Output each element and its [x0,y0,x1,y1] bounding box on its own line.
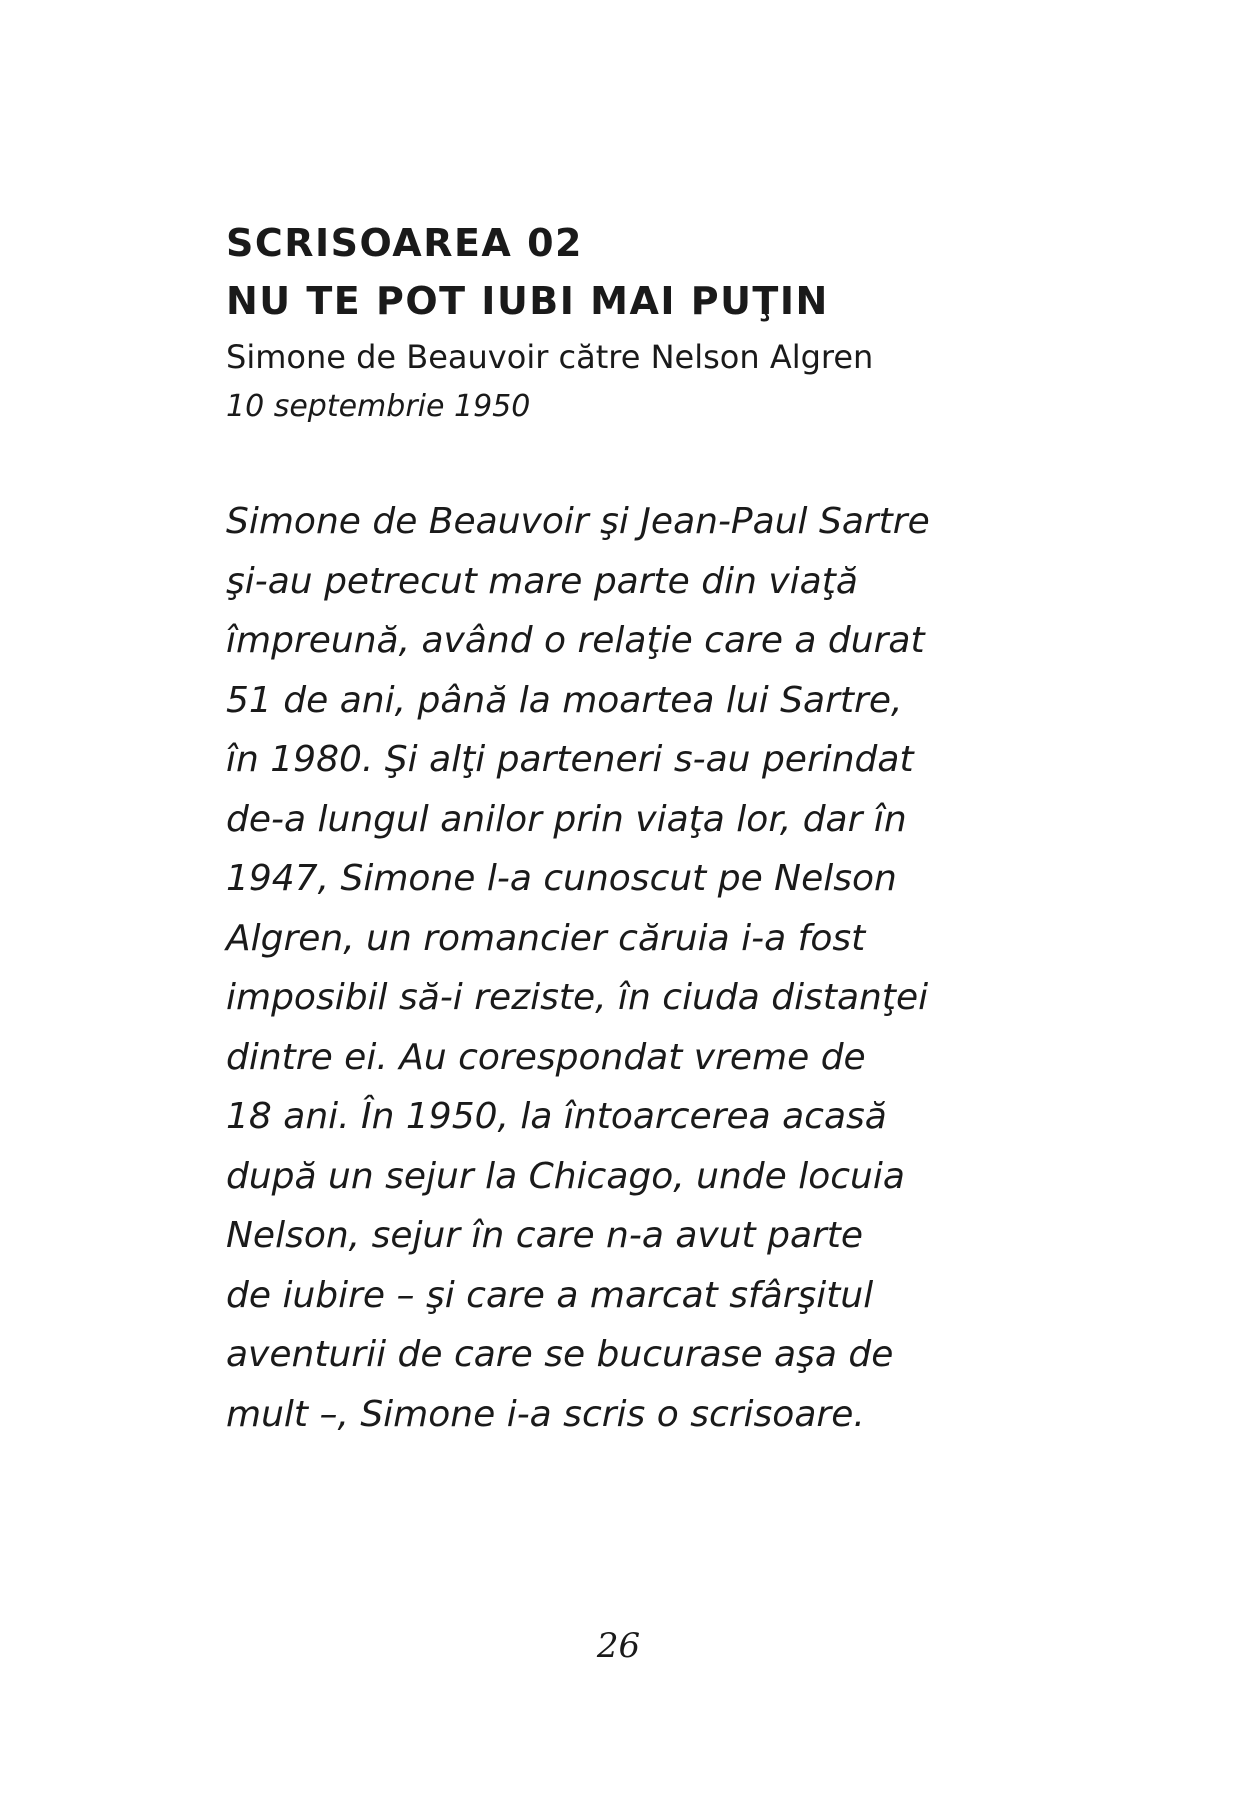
letter-date: 10 septembrie 1950 [226,389,531,424]
intro-line: imposibil să-i reziste, în ciuda distanţei [226,977,929,1018]
intro-line: Nelson, sejur în care n-a avut parte [226,1215,864,1256]
intro-line: după un sejur la Chicago, unde locuia [226,1155,905,1197]
page-number: 26 [596,1626,641,1666]
intro-line: şi-au petrecut mare parte din viaţă [226,560,858,602]
intro-paragraph [226,492,986,1444]
intro-line: 51 de ani, până la moartea lui Sartre, [226,679,903,721]
letter-author-line: Simone de Beauvoir către Nelson Algren [226,338,874,376]
intro-line: aventurii de care se bucurase aşa de [226,1334,894,1375]
intro-line: 18 ani. În 1950, la întoarcerea acasă [226,1096,887,1137]
intro-line: de-a lungul anilor prin viaţa lor, dar în [226,798,907,840]
intro-line: în 1980. Şi alţi parteneri s-au perindat [226,739,914,780]
letter-heading [226,214,1026,432]
letter-number: SCRISOAREA 02 [226,221,583,265]
intro-line: Simone de Beauvoir şi Jean-Paul Sartre [226,501,930,542]
intro-line: mult –, Simone i-a scris o scrisoare. [226,1393,865,1435]
letter-title: NU TE POT IUBI MAI PUŢIN [226,279,829,323]
intro-line: dintre ei. Au corespondat vreme de [226,1036,866,1078]
intro-line: de iubire – şi care a marcat sfârşitul [226,1274,874,1316]
intro-line: împreună, având o relaţie care a durat [226,620,925,661]
intro-line: 1947, Simone l-a cunoscut pe Nelson [226,858,897,899]
intro-line: Algren, un romancier căruia i-a fost [226,917,866,959]
